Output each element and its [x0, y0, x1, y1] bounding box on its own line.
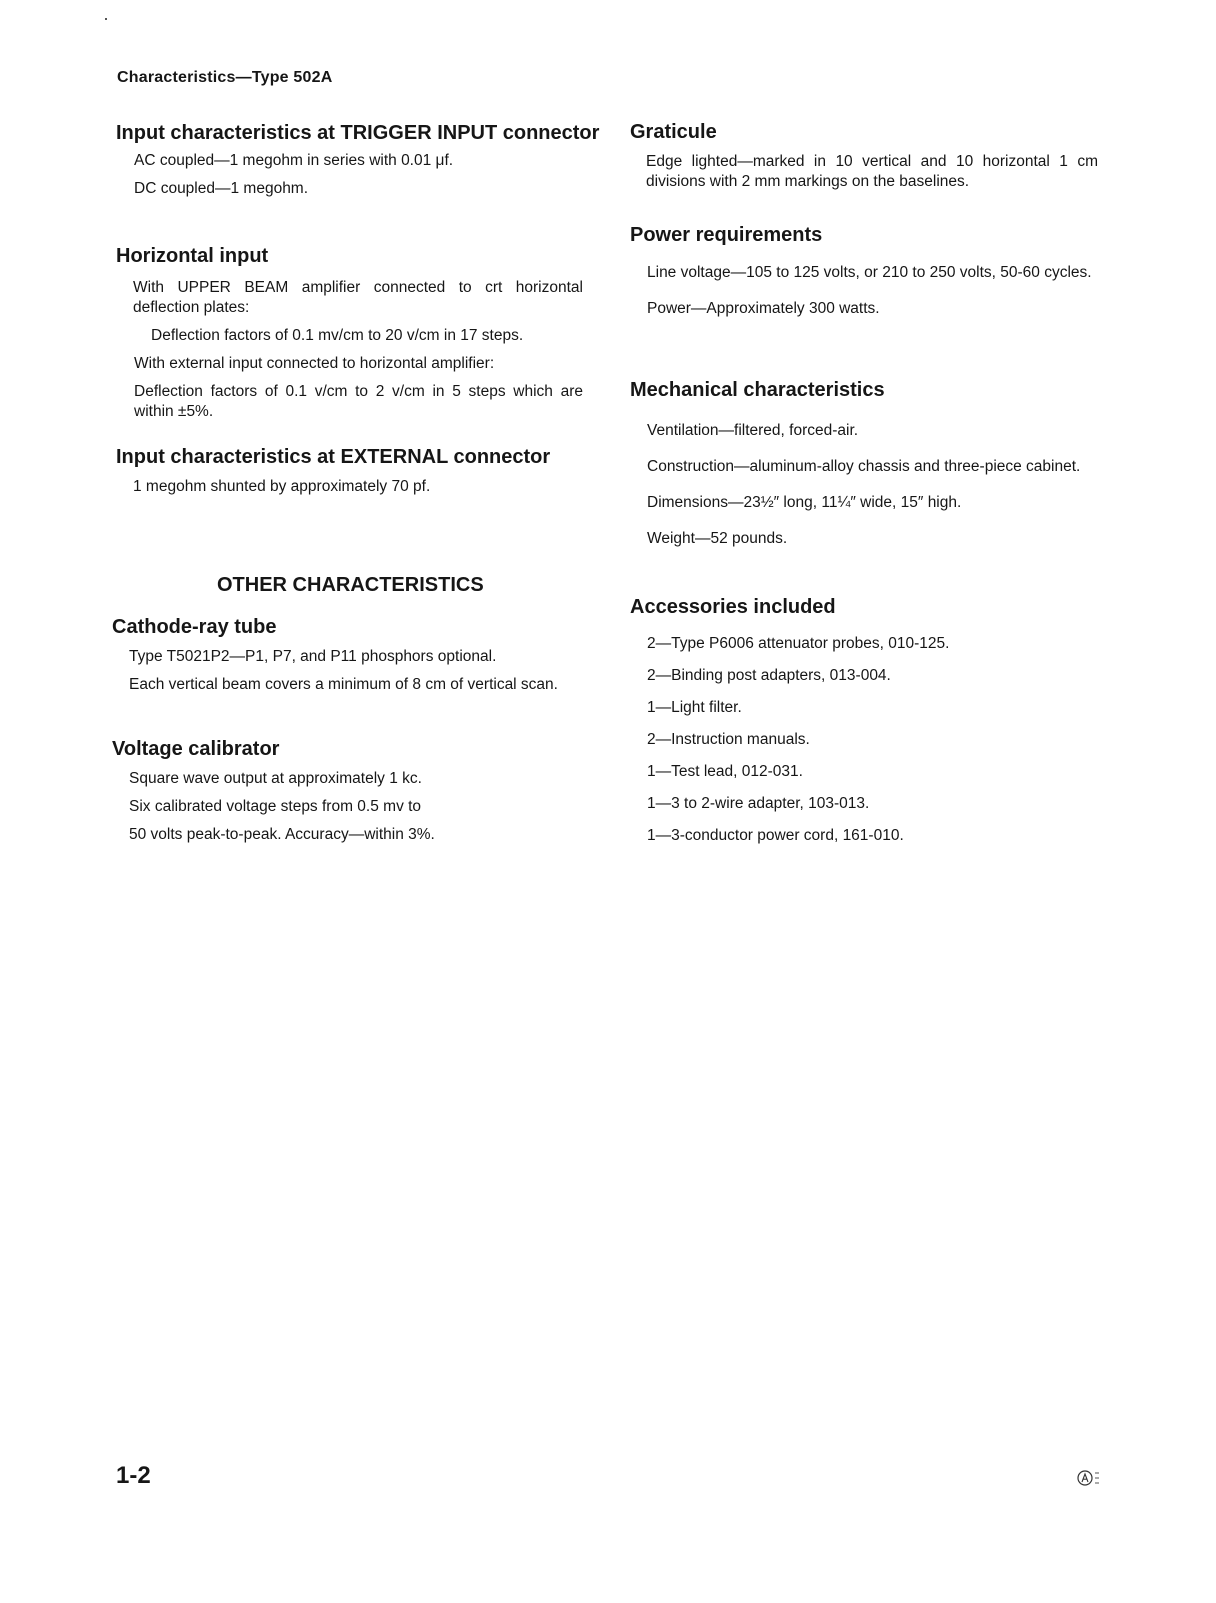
- section-heading: Power requirements: [630, 224, 823, 246]
- spec-paragraph: With UPPER BEAM amplifier connected to crt horizontal deflection plates:: [133, 279, 583, 316]
- scan-speck: [105, 18, 107, 20]
- accessory-item: 1—Light filter.: [647, 699, 742, 716]
- spec-line: AC coupled—1 megohm in series with 0.01 μf.: [134, 152, 454, 169]
- section-horizontal-input: [112, 244, 592, 422]
- accessory-item: 1—3 to 2-wire adapter, 103-013.: [647, 795, 870, 812]
- other-characteristics-heading-block: [112, 573, 592, 597]
- section-heading: Accessories included: [630, 596, 836, 618]
- section-heading: Cathode-ray tube: [112, 616, 277, 638]
- spec-paragraph: Each vertical beam covers a minimum of 8 cm of vertical scan.: [129, 676, 558, 693]
- spec-line: Power—Approximately 300 watts.: [647, 300, 880, 317]
- section-heading: Input characteristics at TRIGGER INPUT connector: [116, 122, 600, 144]
- section-heading: Horizontal input: [116, 245, 269, 267]
- spec-paragraph: Edge lighted—marked in 10 vertical and 10 horizontal 1 cm divisions with 2 mm markings on the baselines.: [646, 153, 1098, 190]
- section-heading: Voltage calibrator: [112, 738, 280, 760]
- section-mechanical: [630, 378, 1110, 549]
- spec-paragraph: Construction—aluminum-alloy chassis and three-piece cabinet.: [647, 458, 1081, 475]
- section-heading: Mechanical characteristics: [630, 379, 885, 401]
- section-graticule: [630, 120, 1110, 192]
- spec-line: Deflection factors of 0.1 mv/cm to 20 v/cm in 17 steps.: [151, 327, 524, 344]
- accessory-item: 1—3-conductor power cord, 161-010.: [647, 827, 904, 844]
- section-accessories: [630, 595, 1110, 846]
- page-number: 1-2: [116, 1462, 151, 1489]
- section-heading: Graticule: [630, 121, 717, 143]
- section-voltage-calibrator: [112, 737, 592, 845]
- spec-line: Weight—52 pounds.: [647, 530, 788, 547]
- accessory-item: 1—Test lead, 012-031.: [647, 763, 803, 780]
- revision-mark-icon: [1076, 1468, 1102, 1488]
- spec-line: Type T5021P2—P1, P7, and P11 phosphors optional.: [129, 648, 497, 665]
- other-characteristics-heading: OTHER CHARACTERISTICS: [217, 574, 484, 596]
- accessory-item: 2—Instruction manuals.: [647, 731, 810, 748]
- spec-line: With external input connected to horizontal amplifier:: [134, 355, 495, 372]
- spec-line: Ventilation—filtered, forced-air.: [647, 422, 859, 439]
- spec-line: 1 megohm shunted by approximately 70 pf.: [133, 478, 431, 495]
- spec-line: 50 volts peak-to-peak. Accuracy—within 3%.: [129, 826, 435, 843]
- accessory-item: 2—Type P6006 attenuator probes, 010-125.: [647, 635, 950, 652]
- spec-paragraph: Deflection factors of 0.1 v/cm to 2 v/cm in 5 steps which are within ±5%.: [134, 383, 583, 420]
- accessory-item: 2—Binding post adapters, 013-004.: [647, 667, 891, 684]
- section-external-input: [112, 445, 592, 497]
- spec-paragraph: Line voltage—105 to 125 volts, or 210 to 250 volts, 50-60 cycles.: [647, 264, 1092, 281]
- section-heading: Input characteristics at EXTERNAL connector: [116, 446, 551, 468]
- spec-line: Dimensions—23½″ long, 11¼″ wide, 15″ high.: [647, 494, 962, 511]
- section-power-requirements: [630, 223, 1110, 319]
- section-cathode-ray-tube: [112, 615, 592, 695]
- running-head: Characteristics—Type 502A: [117, 69, 333, 86]
- spec-line: Square wave output at approximately 1 kc.: [129, 770, 422, 787]
- section-trigger-input: [112, 121, 600, 199]
- spec-line: DC coupled—1 megohm.: [134, 180, 309, 197]
- spec-line: Six calibrated voltage steps from 0.5 mv to: [129, 798, 422, 815]
